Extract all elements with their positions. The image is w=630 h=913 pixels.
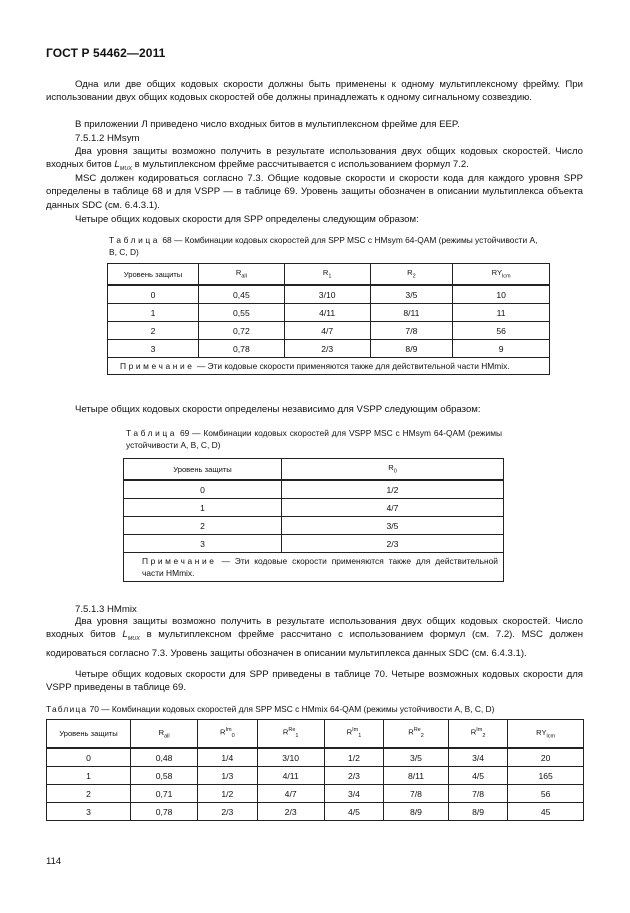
table-row: 3 2/3 bbox=[124, 535, 504, 553]
col-header: $R^{Im}_2$ bbox=[448, 720, 507, 749]
table-row: 0 0,48 1/4 3/10 1/2 3/5 3/4 20 bbox=[47, 748, 584, 767]
col-header: $R^{Im}_0$ bbox=[198, 720, 257, 749]
table-row: 3 0,78 2/3 8/9 9 bbox=[108, 340, 550, 358]
page-number: 114 bbox=[46, 856, 62, 867]
table-row: 1 0,55 4/11 8/11 11 bbox=[108, 304, 550, 322]
table-69 bbox=[123, 458, 504, 582]
col-header: $R_2$ bbox=[370, 264, 453, 286]
col-header: $R^{Re}_2$ bbox=[384, 720, 449, 749]
col-header: $R_0$ bbox=[282, 459, 504, 481]
col-header: $R^{Re}_1$ bbox=[257, 720, 324, 749]
paragraph: Четыре общих кодовых скорости для SPP определены следующим образом: bbox=[75, 214, 419, 225]
table-68 bbox=[107, 263, 550, 375]
col-header: $R_1$ bbox=[284, 264, 370, 286]
paragraph: Одна или две общих кодовых скорости должны быть применены к одному мультиплексному фрейму. При использовании двух общих кодовых скоростей обе должны принадлежать к одному сигнальному созвездию. bbox=[46, 79, 583, 104]
col-header: Уровень защиты bbox=[108, 264, 199, 286]
table-row: 2 0,72 4/7 7/8 56 bbox=[108, 322, 550, 340]
section-heading: 7.5.1.2 HMsym bbox=[75, 133, 140, 144]
col-header: $R^{Im}_1$ bbox=[324, 720, 383, 749]
table-row: 2 0,71 1/2 4/7 3/4 7/8 7/8 56 bbox=[47, 785, 584, 803]
table-row: 1 4/7 bbox=[124, 499, 504, 517]
col-header: $RY_{lcm}$ bbox=[453, 264, 550, 286]
table-caption: Таблица 70 — Комбинации кодовых скоростей для SPP MSC с HMmix 64-QAM (режимы устойчивости А, В, С, D) bbox=[46, 704, 495, 714]
table-row: 1 0,58 1/3 4/11 2/3 8/11 4/5 165 bbox=[47, 767, 584, 785]
col-header: Уровень защиты bbox=[47, 720, 131, 749]
paragraph: В приложении Л приведено число входных битов в мультиплексном фрейме для EEP. bbox=[75, 119, 460, 130]
col-header: Уровень защиты bbox=[124, 459, 282, 481]
paragraph: Два уровня защиты возможно получить в результате использования двух общих кодовых скоростей. Число входных битов $L_{MUX}$ в мультиплексном фрейме рассчитывается с использованием формул 7.2. bbox=[46, 146, 583, 173]
paragraph: MSC должен кодироваться согласно 7.3. Общие кодовые скорости и скорости кода для каждого уровня SPP определены в таблице 68 и для VSPP — в таблице 69. Уровень защиты обозначен в описании мультиплекса объекта данных SDC (см. 6.4.3.1). bbox=[46, 173, 583, 211]
table-row: 2 3/5 bbox=[124, 517, 504, 535]
table-caption: Таблица 69 — Комбинации кодовых скоростей для VSPP MSC с HMsym 64-QAM (режимы устойчивости А, В, С, D) bbox=[126, 428, 502, 450]
table-caption: Таблица 68 — Комбинации кодовых скоростей для SPP MSC с HMsym 64-QAM (режимы устойчивости А, В, С, D) bbox=[109, 235, 538, 257]
paragraph: Четыре общих кодовых скорости определены независимо для VSPP следующим образом: bbox=[75, 404, 481, 415]
section-heading: 7.5.1.3 HMmix bbox=[75, 604, 137, 615]
document-header: ГОСТ Р 54462—2011 bbox=[46, 46, 166, 60]
paragraph: Четыре общих кодовых скорости для SPP приведены в таблице 70. Четыре возможных кодовых скорости для VSPP приведены в таблице 69. bbox=[46, 669, 583, 694]
col-header: $R_{all}$ bbox=[131, 720, 198, 749]
table-70 bbox=[46, 719, 584, 821]
col-header: $RY_{lcm}$ bbox=[508, 720, 584, 749]
table-row: 0 0,45 3/10 3/5 10 bbox=[108, 285, 550, 304]
table-note: Примечание — Эти кодовые скорости применяются также для действительной части HMmix. bbox=[108, 358, 550, 375]
col-header: $R_{all}$ bbox=[199, 264, 285, 286]
table-note: Примечание — Эти кодовые скорости применяются также для действительной части HMmix. bbox=[124, 553, 504, 582]
table-row: 0 1/2 bbox=[124, 480, 504, 499]
table-row: 3 0,78 2/3 2/3 4/5 8/9 8/9 45 bbox=[47, 803, 584, 821]
paragraph: Два уровня защиты возможно получить в результате использования двух общих кодовых скоростей. Число входных битов $L_{MUX}$ в мультиплексном фрейме рассчитано с использованием формул (см. 7.2). MSC должен кодироваться согласно 7.3. Уровень защиты обозначен в описании мультиплекса данных SDC (см. 6.4.3.1). bbox=[46, 616, 583, 659]
